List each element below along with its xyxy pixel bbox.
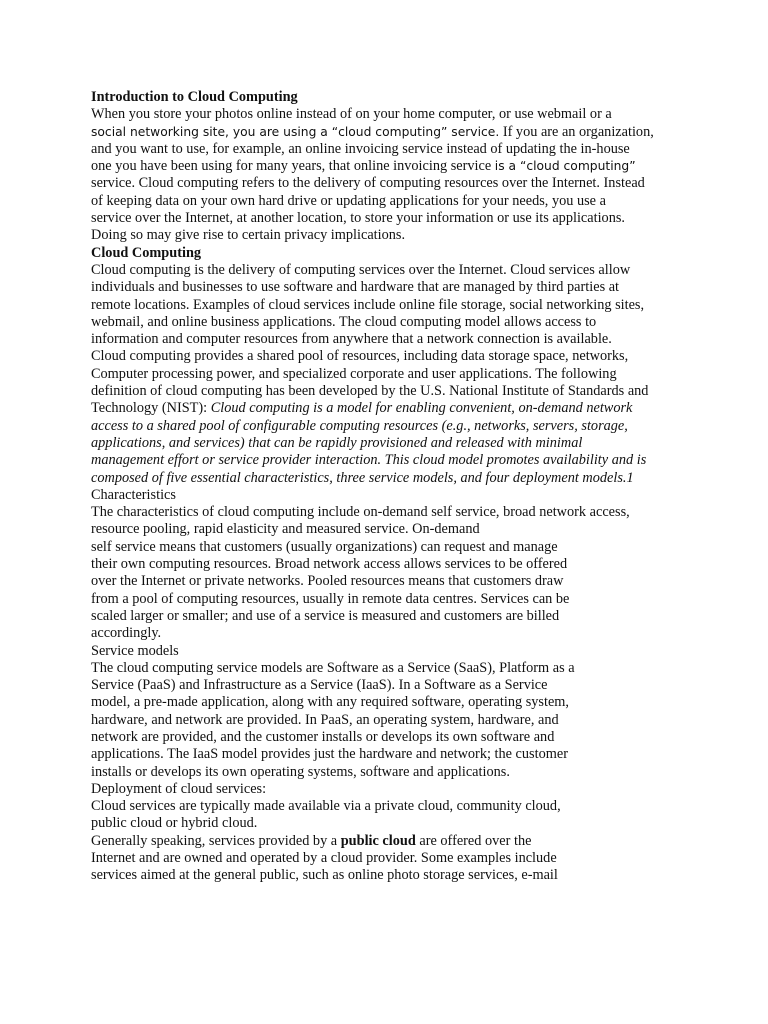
document-body [91,89,691,885]
service-line: The cloud computing service models are Software as a Service (SaaS), Platform as a [91,659,575,676]
characteristics-line: The characteristics of cloud computing include on-demand self service, broad network access, [91,504,630,521]
intro-line: Doing so may give rise to certain privacy implications. [91,227,406,244]
characteristics-line: over the Internet or private networks. Pooled resources means that customers draw [91,573,564,590]
service-line: Service (PaaS) and Infrastructure as a Service (IaaS). In a Software as a Service [91,677,548,694]
heading-introduction: Introduction to Cloud Computing [91,89,298,105]
characteristics-line: scaled larger or smaller; and use of a service is measured and customers are billed [91,607,560,624]
nist-definition-line: composed of five essential characteristics, three service models, and four deployment models.1 [91,469,634,486]
service-line: installs or develops its own operating systems, software and applications. [91,763,510,780]
cloud-line: information and computer resources from anywhere that a network connection is available. [91,331,612,348]
public-cloud-line: Generally speaking, services provided by a public cloud are offered over the [91,832,532,849]
public-cloud-line: services aimed at the general public, such as online photo storage services, e-mail [91,867,558,884]
heading-deployment: Deployment of cloud services: [91,780,267,797]
characteristics-line: from a pool of computing resources, usually in remote data centres. Services can be [91,590,570,607]
heading-characteristics: Characteristics [91,486,176,503]
service-line: network are provided, and the customer installs or develops its own software and [91,728,555,745]
intro-line: and you want to use, for example, an online invoicing service instead of updating the in-house [91,140,630,157]
characteristics-line: their own computing resources. Broad network access allows services to be offered [91,556,568,573]
service-line: model, a pre-made application, along with any required software, operating system, [91,694,569,711]
intro-line: service. Cloud computing refers to the delivery of computing resources over the Internet. Instead [91,175,645,192]
heading-cloud-computing: Cloud Computing [91,244,202,261]
deployment-line: public cloud or hybrid cloud. [91,815,258,832]
intro-line: social networking site, you are using a “cloud computing” service. If you are an organization, [91,123,654,140]
cloud-line: Computer processing power, and specialized corporate and user applications. The following [91,365,617,382]
nist-definition-line: applications, and services) that can be rapidly provisioned and released with minimal [91,434,583,451]
nist-definition: Cloud computing is a model for enabling convenient, on-demand network [210,400,633,417]
characteristics-line: accordingly. [91,625,162,642]
intro-line: service over the Internet, at another location, to store your information or use its applications. [91,210,625,227]
nist-definition-line: management effort or service provider interaction. This cloud model promotes availability and is [91,452,647,469]
public-cloud-line: Internet and are owned and operated by a cloud provider. Some examples include [91,850,557,867]
characteristics-line: self service means that customers (usually organizations) can request and manage [91,538,558,555]
deployment-line: Cloud services are typically made available via a private cloud, community cloud, [91,798,561,815]
cloud-line: individuals and businesses to use software and hardware that are managed by third parties at [91,279,620,296]
service-line: applications. The IaaS model provides just the hardware and network; the customer [91,746,568,763]
cloud-line: Cloud computing is the delivery of computing services over the Internet. Cloud services allow [91,261,631,278]
public-cloud-term: public cloud [340,832,416,849]
nist-line: Technology (NIST): Cloud computing is a model for enabling convenient, on-demand network [91,400,633,417]
nist-definition-line: access to a shared pool of configurable computing resources (e.g., networks, servers, storage, [91,417,628,434]
cloud-line: Cloud computing provides a shared pool of resources, including data storage space, networks, [91,348,629,365]
characteristics-line: resource pooling, rapid elasticity and measured service. On-demand [91,521,480,538]
service-line: hardware, and network are provided. In PaaS, an operating system, hardware, and [91,711,559,728]
heading-service-models: Service models [91,642,179,659]
cloud-line: remote locations. Examples of cloud services include online file storage, social networking sites, [91,296,645,313]
intro-line: one you have been using for many years, that online invoicing service is a “cloud computing” [91,158,636,175]
cloud-line: definition of cloud computing has been developed by the U.S. National Institute of Standards and [91,383,649,400]
intro-line: of keeping data on your own hard drive or updating applications for your needs, you use a [91,192,606,209]
cloud-line: webmail, and online business applications. The cloud computing model allows access to [91,313,597,330]
intro-line: When you store your photos online instead of on your home computer, or use webmail or a [91,106,612,123]
